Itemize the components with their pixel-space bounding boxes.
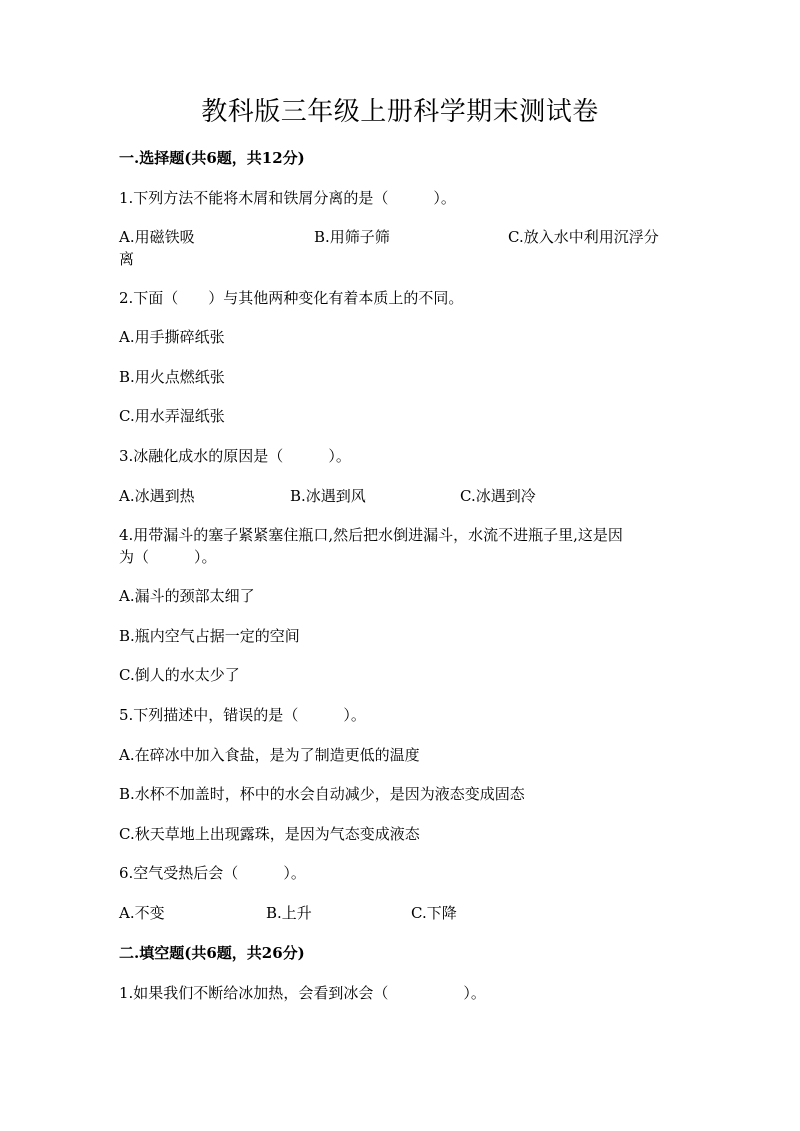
question-6-option-c: C.下降 — [411, 904, 457, 922]
question-2-option-b: B.用火点燃纸张 — [119, 368, 225, 386]
question-1-stem: 1.下列方法不能将木屑和铁屑分离的是（ ）。 — [119, 189, 456, 207]
question-6-stem: 6.空气受热后会（ ）。 — [119, 864, 306, 882]
question-4-option-a: A.漏斗的颈部太细了 — [119, 587, 255, 605]
question-6-option-a: A.不变 — [119, 904, 165, 922]
question-4-stem: 4.用带漏斗的塞子紧紧塞住瓶口,然后把水倒进漏斗，水流不进瓶子里,这是因 — [119, 526, 623, 544]
question-1-option-c-wrap: 离 — [119, 250, 135, 268]
section-heading-choice: 一.选择题(共6题，共12分) — [119, 149, 305, 167]
question-5-option-b: B.水杯不加盖时，杯中的水会自动减少，是因为液态变成固态 — [119, 785, 525, 803]
question-5-option-a: A.在碎冰中加入食盐，是为了制造更低的温度 — [119, 746, 420, 764]
question-5-stem: 5.下列描述中，错误的是（ ）。 — [119, 706, 366, 724]
question-1-option-b: B.用筛子筛 — [314, 228, 390, 246]
question-1-option-a: A.用磁铁吸 — [119, 228, 195, 246]
question-5-option-c: C.秋天草地上出现露珠，是因为气态变成液态 — [119, 825, 420, 843]
question-2-option-a: A.用手撕碎纸张 — [119, 328, 225, 346]
question-4-stem-wrap: 为（ ）。 — [119, 548, 217, 566]
fill-question-1-stem: 1.如果我们不断给冰加热，会看到冰会（ ）。 — [119, 984, 486, 1002]
question-2-option-c: C.用水弄湿纸张 — [119, 407, 225, 425]
question-3-option-c: C.冰遇到冷 — [460, 487, 536, 505]
question-4-option-b: B.瓶内空气占据一定的空间 — [119, 627, 300, 645]
question-6-option-b: B.上升 — [266, 904, 312, 922]
question-3-option-a: A.冰遇到热 — [119, 487, 195, 505]
question-3-stem: 3.冰融化成水的原因是（ ）。 — [119, 447, 351, 465]
section-heading-fill: 二.填空题(共6题，共26分) — [119, 944, 305, 962]
question-3-option-b: B.冰遇到风 — [290, 487, 366, 505]
question-2-stem: 2.下面（ ）与其他两种变化有着本质上的不同。 — [119, 289, 464, 307]
page-title: 教科版三年级上册科学期末测试卷 — [201, 97, 599, 127]
question-1-option-c: C.放入水中利用沉浮分 — [508, 228, 659, 246]
question-4-option-c: C.倒人的水太少了 — [119, 666, 240, 684]
